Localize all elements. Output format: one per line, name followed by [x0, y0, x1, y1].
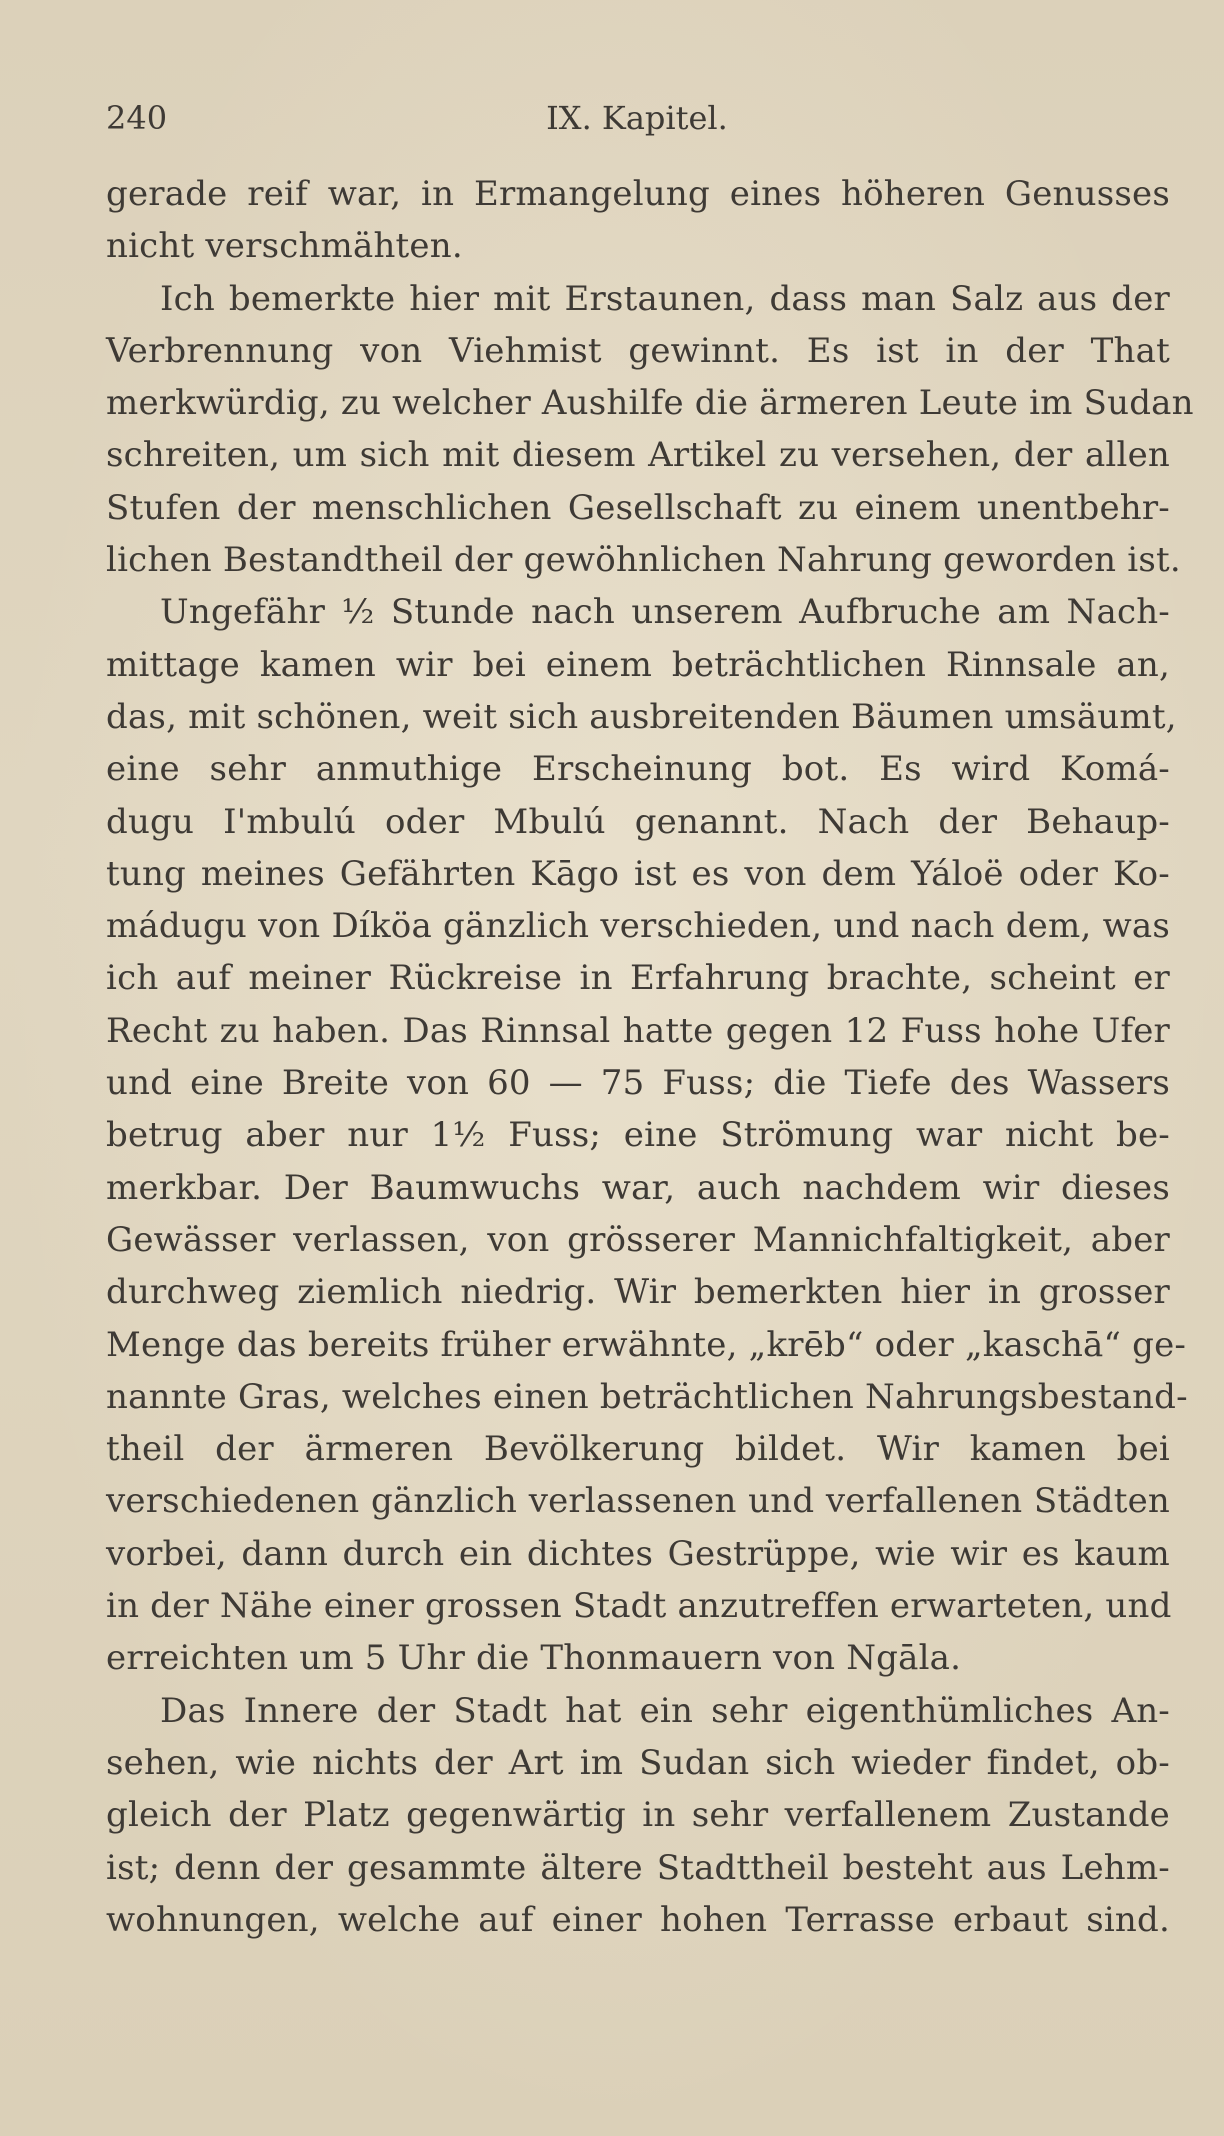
text-line: betrug aber nur 1½ Fuss; eine Strömung war nicht be-	[106, 1115, 1170, 1156]
text-line: mádugu von Díköa gänzlich verschieden, und nach dem, was	[106, 906, 1170, 947]
text-line: vorbei, dann durch ein dichtes Gestrüppe, wie wir es kaum	[106, 1533, 1170, 1574]
paragraph-start-line: Das Innere der Stadt hat ein sehr eigenthümliches An-	[160, 1690, 1170, 1731]
text-line: und eine Breite von 60 — 75 Fuss; die Tiefe des Wassers	[106, 1063, 1170, 1104]
text-line: lichen Bestandtheil der gewöhnlichen Nahrung geworden ist.	[106, 540, 1181, 581]
text-line: Gewässer verlassen, von grösserer Mannichfaltigkeit, aber	[106, 1219, 1170, 1260]
text-line: in der Nähe einer grossen Stadt anzutreffen erwarteten, und	[106, 1586, 1172, 1627]
text-line: theil der ärmeren Bevölkerung bildet. Wir kamen bei	[106, 1429, 1170, 1470]
paragraph-start-line: Ungefähr ½ Stunde nach unserem Aufbruche am Nach-	[160, 592, 1170, 633]
text-line: gerade reif war, in Ermangelung eines höheren Genusses	[106, 174, 1170, 214]
text-line: Recht zu haben. Das Rinnsal hatte gegen 12 Fuss hohe Ufer	[106, 1010, 1170, 1051]
page-number: 240	[106, 99, 168, 137]
text-line: tung meines Gefährten Kāgo ist es von dem Yáloë oder Ko-	[106, 853, 1170, 894]
text-line: verschiedenen gänzlich verlassenen und verfallenen Städten	[106, 1481, 1170, 1522]
text-line: ich auf meiner Rückreise in Erfahrung brachte, scheint er	[106, 958, 1170, 999]
text-line: Verbrennung von Viehmist gewinnt. Es ist in der That	[106, 330, 1170, 371]
text-line: mittage kamen wir bei einem beträchtlichen Rinnsale an,	[106, 644, 1170, 685]
text-line: schreiten, um sich mit diesem Artikel zu versehen, der allen	[106, 435, 1170, 476]
text-line: Stufen der menschlichen Gesellschaft zu einem unentbehr-	[106, 487, 1170, 528]
text-line: durchweg ziemlich niedrig. Wir bemerkten hier in grosser	[106, 1272, 1170, 1313]
running-head: IX. Kapitel.	[546, 99, 728, 137]
text-line: nannte Gras, welches einen beträchtlichen Nahrungsbestand-	[106, 1376, 1188, 1417]
text-line: wohnungen, welche auf einer hohen Terrasse erbaut sind.	[106, 1899, 1170, 1940]
page-header	[106, 96, 1168, 140]
text-line: merkbar. Der Baumwuchs war, auch nachdem wir dieses	[106, 1167, 1170, 1208]
text-line: ist; denn der gesammte ältere Stadttheil besteht aus Lehm-	[106, 1847, 1170, 1888]
text-line: dugu I'mbulú oder Mbulú genannt. Nach der Behaup-	[106, 801, 1170, 842]
text-line: sehen, wie nichts der Art im Sudan sich wieder findet, ob-	[106, 1742, 1170, 1783]
text-line: merkwürdig, zu welcher Aushilfe die ärmeren Leute im Sudan	[106, 383, 1194, 424]
text-line: eine sehr anmuthige Erscheinung bot. Es wird Komá-	[106, 749, 1170, 790]
text-line: erreichten um 5 Uhr die Thonmauern von Ngāla.	[106, 1638, 962, 1679]
text-line: das, mit schönen, weit sich ausbreitenden Bäumen umsäumt,	[106, 696, 1177, 737]
body-text	[106, 168, 1194, 1946]
text-line: gleich der Platz gegenwärtig in sehr verfallenem Zustande	[106, 1795, 1170, 1836]
paragraph-start-line: Ich bemerkte hier mit Erstaunen, dass man Salz aus der	[160, 278, 1170, 319]
text-line: Menge das bereits früher erwähnte, „krēb“ oder „kaschā“ ge-	[106, 1324, 1187, 1365]
text-line: nicht verschmähten.	[106, 226, 463, 267]
